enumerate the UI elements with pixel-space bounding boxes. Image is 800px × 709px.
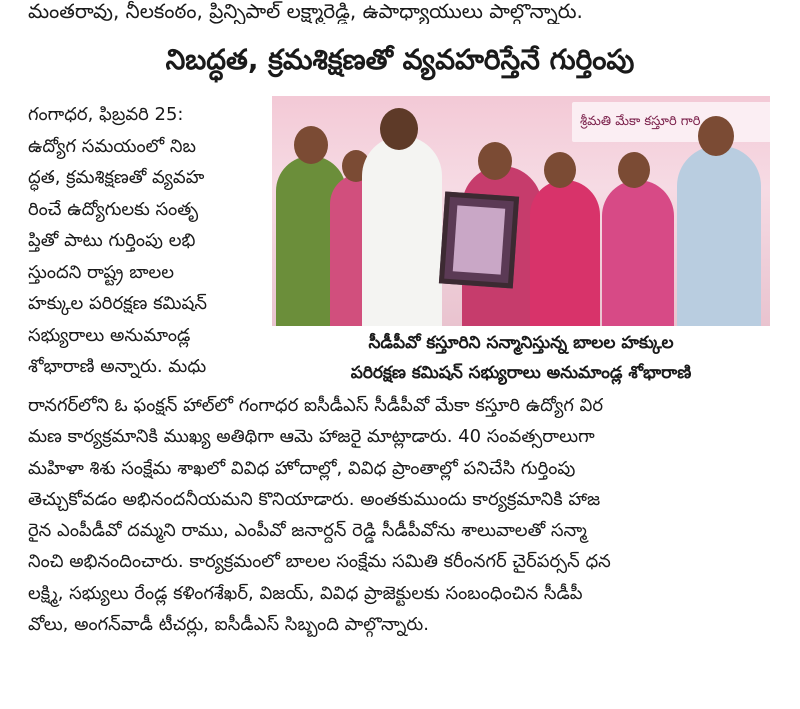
text-line: ప్తితో పాటు గుర్తింపు లభి: [28, 230, 196, 251]
person-figure: [602, 180, 674, 326]
text-line: వోలు, అంగన్‌వాడీ టీచర్లు, ఐసీడీఎస్ సిబ్బంది పాల్గొన్నారు.: [28, 614, 429, 636]
text-line: ఉద్యోగ సమయంలో నిబ: [28, 135, 197, 157]
text-line: నించి అభినందించారు. కార్యక్రమంలో బాలల సంక్షేమ సమితి కరీంనగర్ చైర్‌పర్సన్ ధన: [28, 551, 611, 573]
person-figure: [677, 146, 761, 326]
memento-frame: [439, 192, 519, 289]
text-line: మణ కార్యక్రమానికి ముఖ్య అతిథిగా ఆమె హాజరై మాట్లాడారు. 40 సంవత్సరాలుగా: [28, 426, 595, 448]
text-line: రైన ఎంపీడీవో దమ్మని రాము, ఎంపీవో జనార్దన్ రెడ్డి సీడీపీవోను శాలువాలతో సన్మా: [28, 520, 587, 542]
frame-portrait: [453, 205, 505, 274]
text-line: మహిళా శిశు సంక్షేమ శాఖలో వివిధ హోదాల్లో, వివిధ ప్రాంతాల్లో పనిచేసి గుర్తింపు: [28, 457, 576, 479]
news-photo: [272, 96, 770, 326]
text-line: సభ్యురాలు అనుమాండ్ల: [28, 324, 191, 346]
person-head: [380, 108, 418, 150]
text-line: రానగర్‌లోని ఓ ఫంక్షన్ హాల్‌లో గంగాధర ఐసీడీఎస్ సీడీపీవో మేకా కస్తూరి ఉద్యోగ విర: [28, 395, 604, 416]
person-head: [618, 152, 650, 188]
person-head: [698, 116, 734, 156]
text-line: తెచ్చుకోవడం అభినందనీయమని కొనియాడారు. అంతకుముందు కార్యక్రమానికి హాజ: [28, 488, 601, 510]
photo-banner: శ్రీమతి మేకా కస్తూరి గారి: [572, 102, 770, 142]
person-figure: [362, 136, 442, 326]
text-line: గంగాధర, ఫిబ్రవరి 25:: [28, 104, 184, 125]
person-figure: [530, 180, 600, 326]
caption-line: సీడీపీవో కస్తూరిని సన్మానిస్తున్న బాలల హక్కుల: [368, 333, 674, 353]
article-body-text: [28, 390, 773, 640]
person-head: [478, 142, 512, 180]
caption-line: పరిరక్షణ కమిషన్ సభ్యురాలు అనుమాండ్ల శోభారాణి: [350, 363, 692, 383]
previous-article-fragment: మంతరావు, నీలకంఠం, ప్రిన్సిపాల్ లక్ష్మారెడ్డి, ఉపాధ్యాయులు పాల్గొన్నారు.: [28, 0, 583, 23]
article-headline: నిబద్ధత, క్రమశిక్షణతో వ్యవహరిస్తేనే గుర్తింపు: [165, 43, 635, 76]
person-head: [544, 152, 576, 188]
text-line: స్తుందని రాష్ట్ర బాలల: [28, 261, 175, 283]
text-line: లక్ష్మి, సభ్యులు రేండ్ల కళింగశేఖర్, విజయ్, వివిధ ప్రాజెక్టులకు సంబంధించిన సీడీపీ: [28, 582, 583, 604]
person-head: [294, 126, 328, 164]
article-column-text: [28, 99, 264, 383]
text-line: శోభారాణి అన్నారు. మధు: [28, 356, 207, 377]
text-line: ద్ధత, క్రమశిక్షణతో వ్యవహ: [28, 167, 205, 188]
text-line: రించే ఉద్యోగులకు సంతృ: [28, 198, 199, 220]
photo-caption: [272, 328, 770, 388]
text-line: హక్కుల పరిరక్షణ కమిషన్: [28, 293, 208, 314]
